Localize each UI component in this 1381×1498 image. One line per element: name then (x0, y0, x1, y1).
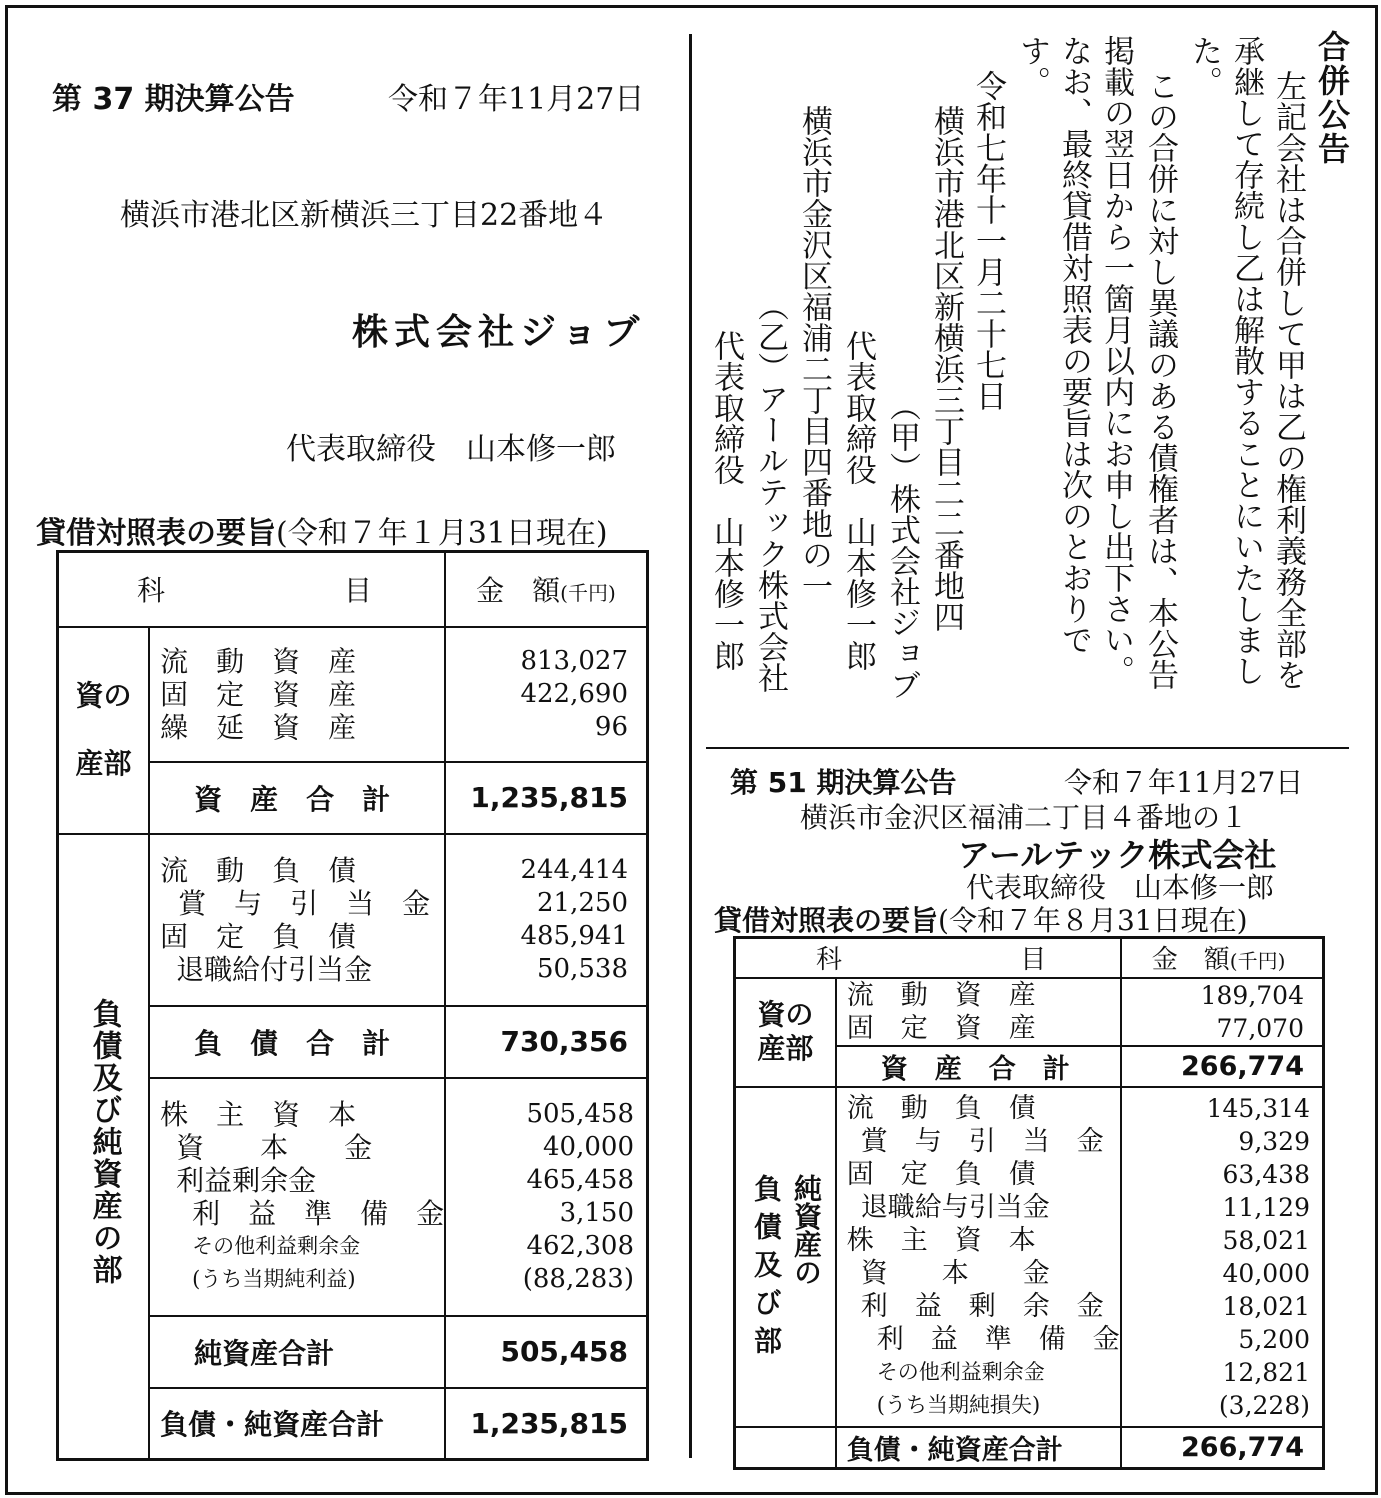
right-bs-date: (令和７年８月31日現在) (938, 904, 1248, 937)
left-balance-sheet (56, 550, 649, 1461)
right-liability-value: 145,314 (1206, 1093, 1310, 1123)
right-grand-total-label: 負債・純資産合計 (836, 1427, 1121, 1469)
right-assets-total-value: 266,774 (1121, 1046, 1324, 1087)
left-equity-value: 462,308 (526, 1230, 634, 1261)
left-representative: 代表取締役 山本修一郎 (286, 432, 616, 467)
right-liability-item: 株 主 資 本 (846, 1224, 1036, 1256)
left-grand-total-label: 負債・純資産合計 (149, 1388, 445, 1460)
column-divider (689, 34, 692, 1458)
left-equity-total-label: 純資産合計 (149, 1316, 445, 1388)
right-col-amount: 金 額(千円) (1121, 938, 1324, 978)
merger-notice-title: 合併公告 (1313, 30, 1351, 166)
merger-body-line-4: この合併に対し異議のある債権者は、本公告 (1142, 70, 1178, 690)
left-equity-item: (うち当期純利益) (192, 1266, 356, 1291)
left-equity-item: 利益剰余金 (176, 1163, 317, 1197)
otsu-address: 横浜市金沢区福浦二丁目四番地の一 (796, 105, 832, 601)
right-balance-sheet (733, 936, 1325, 1470)
left-equity-item: 資 本 金 (176, 1130, 373, 1164)
left-equity-total-value: 505,458 (445, 1316, 647, 1388)
left-liability-value: 50,538 (537, 953, 628, 984)
right-bs-title: 貸借対照表の要旨 (714, 904, 939, 937)
left-equity-value: 3,150 (559, 1197, 634, 1228)
left-asset-item: 流 動 資 産 (160, 644, 357, 678)
left-company-name: 株式会社ジョブ (352, 312, 646, 353)
otsu-representative: 代表取締役 山本修一郎 (708, 330, 744, 671)
left-assets-total-value: 1,235,815 (445, 762, 647, 834)
left-grand-total-value: 1,235,815 (445, 1388, 647, 1460)
left-equity-item: 株 主 資 本 (160, 1097, 357, 1131)
merger-date: 令和七年十一月二十七日 (970, 70, 1006, 411)
left-notice-heading: 第 37 期決算公告 (52, 82, 295, 117)
right-liability-value: (3,228) (1218, 1390, 1310, 1420)
left-liability-item: 固 定 負 債 (160, 919, 357, 953)
left-equity-value: 465,458 (526, 1164, 634, 1195)
left-asset-item: 固 定 資 産 (160, 677, 357, 711)
kou-address: 横浜市港北区新横浜三丁目二二番地四 (928, 105, 964, 632)
left-liab-items (160, 854, 444, 986)
left-liabilities-section: 負債及び純資産の部 (58, 834, 150, 1460)
merger-body-line-1: 左記会社は合併して甲は乙の権利義務全部を (1270, 70, 1306, 690)
left-liab-total-value: 730,356 (445, 1006, 647, 1078)
right-assets-values (1122, 979, 1304, 1045)
left-assets-section: 資の 産部 (58, 627, 150, 834)
left-col-item: 科 目 (58, 552, 446, 627)
left-bs-date: (令和７年１月31日現在) (276, 516, 608, 551)
right-asset-item: 固 定 資 産 (846, 1012, 1036, 1044)
right-asset-value: 189,704 (1200, 980, 1304, 1010)
right-liability-item: 退職給与引当金 (860, 1191, 1050, 1223)
right-liability-value: 18,021 (1222, 1291, 1310, 1321)
left-assets-values (446, 645, 628, 744)
right-liability-item: 資 本 金 (860, 1257, 1050, 1289)
right-asset-value: 77,070 (1216, 1013, 1304, 1043)
right-liability-value: 12,821 (1222, 1357, 1310, 1387)
right-grand-total-value: 266,774 (1121, 1427, 1324, 1469)
right-liability-item: (うち当期純損失) (876, 1392, 1041, 1417)
left-equity-value: (88,283) (522, 1263, 634, 1294)
right-liability-value: 63,438 (1222, 1159, 1310, 1189)
left-asset-value: 422,690 (520, 678, 628, 709)
left-notice-date: 令和７年11月27日 (388, 82, 645, 117)
right-liabilities-section: 純資産の 負債及び部 (735, 1087, 836, 1427)
left-assets-items (160, 645, 444, 744)
right-assets-total-label: 資 産 合 計 (836, 1046, 1121, 1087)
right-notice-heading: 第 51 期決算公告 (730, 766, 957, 799)
merger-body-line-2: 承継して存続し乙は解散することにいたしまし (1228, 35, 1264, 686)
left-assets-total-label: 資 産 合 計 (149, 762, 445, 834)
left-equity-item: 利 益 準 備 金 (192, 1196, 445, 1230)
right-liability-item: 固 定 負 債 (846, 1158, 1036, 1190)
right-assets-items (847, 979, 1120, 1045)
left-notice-address: 横浜市港北区新横浜三丁目22番地４ (120, 198, 609, 233)
right-liability-value: 58,021 (1222, 1225, 1310, 1255)
left-col-amount: 金 額(千円) (445, 552, 647, 627)
left-liability-item: 賞 与 引 当 金 (178, 886, 431, 920)
otsu-company: （乙）アールテック株式会社 (752, 290, 788, 693)
right-liability-item: 流 動 負 債 (846, 1092, 1036, 1124)
right-liability-item: 利 益 準 備 金 (876, 1323, 1120, 1355)
right-liab-items (847, 1092, 1120, 1422)
merger-body-line-6: なお、最終貸借対照表の要旨は次のとおりで (1056, 35, 1092, 655)
merger-body-line-3: た。 (1186, 35, 1222, 97)
right-company-name: アールテック株式会社 (958, 836, 1277, 874)
merger-body-line-7: す。 (1014, 35, 1050, 97)
left-liability-value: 21,250 (537, 887, 628, 918)
right-liability-value: 40,000 (1222, 1258, 1310, 1288)
left-asset-value: 96 (594, 711, 628, 742)
left-liab-total-label: 負 債 合 計 (149, 1006, 445, 1078)
right-bs-heading (714, 899, 1248, 939)
right-liability-item: 賞 与 引 当 金 (860, 1125, 1104, 1157)
right-liability-value: 9,329 (1238, 1126, 1310, 1156)
left-liability-value: 244,414 (520, 854, 628, 885)
left-liability-item: 流 動 負 債 (160, 853, 357, 887)
right-section-divider (706, 747, 1349, 749)
right-liability-item: 利 益 剰 余 金 (860, 1290, 1104, 1322)
left-liab-values (446, 854, 628, 986)
left-asset-value: 813,027 (520, 645, 628, 676)
kou-company: （甲）株式会社ジョブ (884, 390, 920, 700)
right-liability-item: その他利益剰余金 (876, 1359, 1045, 1384)
right-liab-values (1122, 1092, 1310, 1422)
right-assets-section: 資の 産部 (735, 978, 836, 1087)
right-notice-address: 横浜市金沢区福浦二丁目４番地の１ (800, 801, 1249, 834)
left-liability-value: 485,941 (520, 920, 628, 951)
left-equity-value: 40,000 (543, 1131, 634, 1162)
left-asset-item: 繰 延 資 産 (160, 710, 357, 744)
right-notice-date: 令和７年11月27日 (1064, 766, 1304, 799)
merger-body-line-5: 掲載の翌日から一箇月以内にお申し出下さい。 (1098, 35, 1134, 686)
left-liability-item: 退職給付引当金 (176, 952, 373, 986)
left-bs-heading (36, 508, 608, 552)
right-liability-value: 5,200 (1238, 1324, 1310, 1354)
right-asset-item: 流 動 資 産 (846, 979, 1036, 1011)
left-equity-items (160, 1098, 444, 1296)
left-equity-item: その他利益剰余金 (192, 1233, 361, 1258)
right-col-item: 科 目 (735, 938, 1121, 978)
right-liability-value: 11,129 (1222, 1192, 1310, 1222)
left-equity-values (446, 1098, 634, 1296)
right-representative: 代表取締役 山本修一郎 (966, 871, 1275, 904)
left-bs-title: 貸借対照表の要旨 (36, 516, 276, 551)
left-equity-value: 505,458 (526, 1098, 634, 1129)
kou-representative: 代表取締役 山本修一郎 (840, 330, 876, 671)
